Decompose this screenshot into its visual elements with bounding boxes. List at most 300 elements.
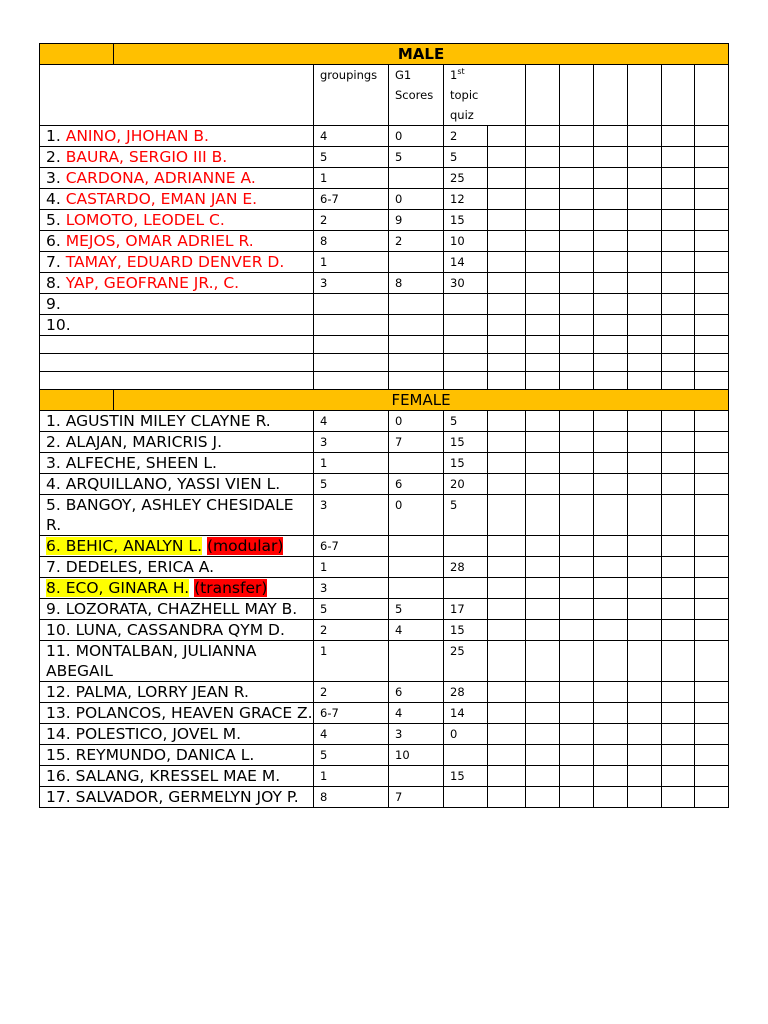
- g1-scores-header-label: G1 Scores: [395, 68, 434, 102]
- empty-cell: [695, 453, 729, 474]
- g1-score-cell: [389, 315, 444, 336]
- empty-cell: [662, 453, 695, 474]
- g1-score-cell: [389, 294, 444, 315]
- empty-cell: [695, 126, 729, 147]
- empty-cell: [40, 336, 314, 354]
- empty-cell: [560, 766, 594, 787]
- empty-cell: [526, 724, 560, 745]
- groupings-cell: 6-7: [314, 703, 389, 724]
- female-student-row: [40, 766, 729, 787]
- empty-cell: [526, 703, 560, 724]
- quiz-score-cell: 5: [444, 147, 488, 168]
- empty-cell: [695, 168, 729, 189]
- student-name: SALANG, KRESSEL MAE M.: [75, 767, 281, 785]
- empty-cell: [526, 578, 560, 599]
- groupings-cell: 4: [314, 126, 389, 147]
- empty-cell: [594, 273, 628, 294]
- quiz-score-cell: 5: [444, 411, 488, 432]
- empty-cell: [662, 432, 695, 453]
- quiz-score-cell: 2: [444, 126, 488, 147]
- empty-cell: [560, 231, 594, 252]
- empty-cell: [662, 724, 695, 745]
- empty-cell: [560, 294, 594, 315]
- quiz-score-cell: 28: [444, 557, 488, 578]
- groupings-cell: 5: [314, 147, 389, 168]
- empty-cell: [560, 411, 594, 432]
- empty-cell: [662, 766, 695, 787]
- student-name: ARQUILLANO, YASSI VIEN L.: [65, 475, 281, 493]
- empty-cell: [628, 703, 662, 724]
- student-name: LUNA, CASSANDRA QYM D.: [75, 621, 285, 639]
- empty-cell: [662, 599, 695, 620]
- empty-cell: [488, 745, 526, 766]
- empty-cell: [662, 126, 695, 147]
- empty-cell: [526, 147, 560, 168]
- empty-cell: [488, 703, 526, 724]
- empty-cell: [526, 620, 560, 641]
- g1-score-cell: [389, 557, 444, 578]
- female-student-row: [40, 641, 729, 682]
- quiz-score-cell: [444, 787, 488, 808]
- g1-score-cell: 0: [389, 189, 444, 210]
- quiz-score-cell: 10: [444, 231, 488, 252]
- male-student-row: [40, 126, 729, 147]
- empty-cell: [526, 766, 560, 787]
- student-number: 10.: [46, 316, 71, 334]
- quiz-score-cell: 14: [444, 252, 488, 273]
- quiz-score-cell: 30: [444, 273, 488, 294]
- g1-score-cell: 7: [389, 432, 444, 453]
- student-number: 14.: [46, 725, 71, 743]
- empty-cell: [695, 65, 729, 126]
- empty-cell: [662, 294, 695, 315]
- empty-cell: [695, 294, 729, 315]
- empty-cell: [662, 273, 695, 294]
- groupings-cell: 1: [314, 557, 389, 578]
- empty-cell: [560, 536, 594, 557]
- empty-cell: [628, 252, 662, 273]
- female-student-name-cell: [40, 474, 314, 495]
- g1-score-cell: 5: [389, 147, 444, 168]
- empty-cell: [594, 336, 628, 354]
- empty-cell: [526, 336, 560, 354]
- male-student-name-cell: [40, 231, 314, 252]
- empty-cell: [662, 252, 695, 273]
- empty-cell: [314, 372, 389, 390]
- male-header-blank-cell: [40, 44, 114, 65]
- empty-cell: [526, 599, 560, 620]
- female-student-name-cell: [40, 578, 314, 599]
- quiz-score-cell: 14: [444, 703, 488, 724]
- quiz-score-cell: 20: [444, 474, 488, 495]
- female-student-name-cell: [40, 682, 314, 703]
- female-student-row: [40, 474, 729, 495]
- student-number: 9.: [46, 295, 61, 313]
- female-student-row: [40, 557, 729, 578]
- empty-cell: [662, 372, 695, 390]
- male-student-row: [40, 210, 729, 231]
- empty-cell: [662, 231, 695, 252]
- g1-score-cell: [389, 641, 444, 682]
- student-name: DEDELES, ERICA A.: [65, 558, 215, 576]
- male-student-name-cell: [40, 147, 314, 168]
- female-student-row: [40, 453, 729, 474]
- g1-score-cell: 6: [389, 682, 444, 703]
- empty-cell: [488, 273, 526, 294]
- empty-cell: [662, 336, 695, 354]
- empty-cell: [594, 787, 628, 808]
- empty-cell: [488, 231, 526, 252]
- student-name: POLANCOS, HEAVEN GRACE Z.: [75, 704, 313, 722]
- groupings-cell: 3: [314, 432, 389, 453]
- empty-cell: [526, 641, 560, 682]
- empty-cell: [695, 411, 729, 432]
- groupings-cell: 6-7: [314, 189, 389, 210]
- groupings-header-label: groupings: [320, 68, 378, 82]
- empty-cell: [695, 557, 729, 578]
- empty-cell: [488, 336, 526, 354]
- empty-cell: [488, 474, 526, 495]
- empty-cell: [560, 641, 594, 682]
- student-name: TAMAY, EDUARD DENVER D.: [65, 253, 285, 271]
- groupings-cell: 5: [314, 474, 389, 495]
- empty-cell: [695, 252, 729, 273]
- empty-cell: [526, 354, 560, 372]
- student-number: 7.: [46, 558, 61, 576]
- empty-cell: [594, 126, 628, 147]
- empty-cell: [488, 724, 526, 745]
- g1-score-cell: [389, 453, 444, 474]
- empty-cell: [628, 745, 662, 766]
- empty-cell: [628, 354, 662, 372]
- empty-cell: [628, 766, 662, 787]
- student-name: CARDONA, ADRIANNE A.: [65, 169, 256, 187]
- grade-sheet-table: [39, 43, 729, 808]
- empty-cell: [594, 536, 628, 557]
- empty-cell: [560, 578, 594, 599]
- g1-score-cell: 0: [389, 411, 444, 432]
- empty-cell: [560, 252, 594, 273]
- empty-cell: [560, 724, 594, 745]
- empty-cell: [695, 372, 729, 390]
- empty-cell: [594, 578, 628, 599]
- empty-cell: [662, 147, 695, 168]
- student-name: MONTALBAN, JULIANNA ABEGAIL: [46, 642, 257, 680]
- empty-cell: [594, 294, 628, 315]
- student-number: 3.: [46, 169, 61, 187]
- empty-cell: [662, 65, 695, 126]
- empty-cell: [560, 432, 594, 453]
- empty-cell: [662, 578, 695, 599]
- empty-cell: [628, 557, 662, 578]
- student-number: 2.: [46, 433, 61, 451]
- g1-scores-column-header: [389, 65, 444, 126]
- empty-row: [40, 372, 729, 390]
- student-number: 3.: [46, 454, 61, 472]
- empty-cell: [488, 189, 526, 210]
- female-student-name-cell: [40, 641, 314, 682]
- empty-cell: [662, 682, 695, 703]
- empty-cell: [526, 65, 560, 126]
- student-number: 7.: [46, 253, 61, 271]
- empty-cell: [560, 189, 594, 210]
- female-student-row: [40, 787, 729, 808]
- g1-score-cell: 0: [389, 126, 444, 147]
- female-student-name-cell: [40, 432, 314, 453]
- empty-cell: [560, 147, 594, 168]
- male-section-title: MALE: [114, 44, 729, 65]
- empty-cell: [560, 273, 594, 294]
- empty-cell: [695, 495, 729, 536]
- empty-cell: [628, 126, 662, 147]
- column-header-row: [40, 65, 729, 126]
- empty-cell: [560, 599, 594, 620]
- student-name: ANINO, JHOHAN B.: [65, 127, 209, 145]
- empty-cell: [488, 252, 526, 273]
- male-student-name-cell: [40, 168, 314, 189]
- empty-cell: [526, 557, 560, 578]
- female-student-name-cell: [40, 536, 314, 557]
- empty-cell: [628, 432, 662, 453]
- empty-cell: [488, 620, 526, 641]
- g1-score-cell: [389, 536, 444, 557]
- empty-cell: [560, 210, 594, 231]
- groupings-cell: 3: [314, 273, 389, 294]
- empty-cell: [560, 336, 594, 354]
- student-number: 15.: [46, 746, 71, 764]
- g1-score-cell: 7: [389, 787, 444, 808]
- empty-cell: [526, 189, 560, 210]
- female-student-name-cell: [40, 724, 314, 745]
- empty-cell: [662, 703, 695, 724]
- empty-cell: [560, 315, 594, 336]
- empty-cell: [695, 745, 729, 766]
- groupings-cell: [314, 294, 389, 315]
- empty-cell: [695, 724, 729, 745]
- empty-cell: [526, 168, 560, 189]
- empty-cell: [628, 147, 662, 168]
- empty-cell: [628, 599, 662, 620]
- empty-cell: [488, 168, 526, 189]
- male-student-row: [40, 231, 729, 252]
- quiz-score-cell: 15: [444, 766, 488, 787]
- female-student-row: [40, 578, 729, 599]
- empty-cell: [628, 474, 662, 495]
- empty-cell: [695, 336, 729, 354]
- student-number: 5.: [46, 496, 61, 514]
- empty-cell: [594, 495, 628, 536]
- empty-cell: [594, 372, 628, 390]
- groupings-cell: 1: [314, 168, 389, 189]
- empty-cell: [526, 252, 560, 273]
- g1-score-cell: 4: [389, 620, 444, 641]
- student-name: REYMUNDO, DANICA L.: [75, 746, 255, 764]
- female-student-row: [40, 495, 729, 536]
- empty-cell: [594, 766, 628, 787]
- empty-cell: [488, 147, 526, 168]
- empty-cell: [488, 787, 526, 808]
- empty-cell: [526, 536, 560, 557]
- empty-cell: [444, 354, 488, 372]
- empty-cell: [695, 641, 729, 682]
- empty-cell: [526, 294, 560, 315]
- empty-cell: [695, 189, 729, 210]
- empty-cell: [628, 189, 662, 210]
- female-student-name-cell: [40, 495, 314, 536]
- empty-cell: [560, 557, 594, 578]
- empty-cell: [526, 432, 560, 453]
- empty-cell: [594, 599, 628, 620]
- male-student-row: [40, 252, 729, 273]
- g1-score-cell: 9: [389, 210, 444, 231]
- empty-cell: [695, 315, 729, 336]
- empty-cell: [695, 787, 729, 808]
- empty-cell: [662, 495, 695, 536]
- empty-cell: [594, 474, 628, 495]
- empty-cell: [594, 703, 628, 724]
- empty-cell: [662, 787, 695, 808]
- empty-cell: [526, 787, 560, 808]
- empty-cell: [488, 354, 526, 372]
- empty-cell: [662, 620, 695, 641]
- student-number: 9.: [46, 600, 61, 618]
- empty-cell: [695, 766, 729, 787]
- empty-cell: [560, 703, 594, 724]
- student-name: LOMOTO, LEODEL C.: [65, 211, 225, 229]
- empty-cell: [560, 453, 594, 474]
- empty-cell: [40, 354, 314, 372]
- female-student-row: [40, 745, 729, 766]
- g1-score-cell: 0: [389, 495, 444, 536]
- male-student-name-cell: [40, 126, 314, 147]
- empty-cell: [560, 168, 594, 189]
- male-student-name-cell: [40, 294, 314, 315]
- empty-cell: [628, 787, 662, 808]
- empty-cell: [560, 474, 594, 495]
- groupings-cell: 1: [314, 766, 389, 787]
- empty-cell: [594, 745, 628, 766]
- female-student-name-cell: [40, 703, 314, 724]
- male-student-row: [40, 273, 729, 294]
- empty-cell: [488, 682, 526, 703]
- empty-cell: [526, 126, 560, 147]
- student-number: 16.: [46, 767, 71, 785]
- student-name: BAURA, SERGIO III B.: [65, 148, 228, 166]
- empty-cell: [560, 495, 594, 536]
- quiz-score-cell: 0: [444, 724, 488, 745]
- student-number: 1.: [46, 127, 61, 145]
- empty-cell: [526, 273, 560, 294]
- empty-cell: [488, 411, 526, 432]
- empty-cell: [314, 336, 389, 354]
- empty-cell: [488, 766, 526, 787]
- empty-cell: [662, 536, 695, 557]
- g1-score-cell: [389, 168, 444, 189]
- quiz-score-cell: 17: [444, 599, 488, 620]
- empty-cell: [488, 536, 526, 557]
- quiz-score-cell: 28: [444, 682, 488, 703]
- g1-score-cell: 4: [389, 703, 444, 724]
- empty-cell: [695, 536, 729, 557]
- empty-cell: [628, 453, 662, 474]
- empty-cell: [444, 372, 488, 390]
- quiz-score-cell: 15: [444, 210, 488, 231]
- student-number: 8.: [46, 579, 61, 597]
- male-student-row: [40, 189, 729, 210]
- empty-cell: [628, 724, 662, 745]
- empty-cell: [594, 557, 628, 578]
- empty-cell: [488, 210, 526, 231]
- quiz-score-cell: [444, 745, 488, 766]
- empty-cell: [560, 126, 594, 147]
- female-student-name-cell: [40, 787, 314, 808]
- student-number: 4.: [46, 190, 61, 208]
- groupings-cell: 2: [314, 620, 389, 641]
- empty-cell: [526, 474, 560, 495]
- empty-cell: [594, 411, 628, 432]
- groupings-cell: 1: [314, 641, 389, 682]
- male-student-name-cell: [40, 210, 314, 231]
- student-number: 17.: [46, 788, 71, 806]
- quiz-score-cell: [444, 315, 488, 336]
- g1-score-cell: 6: [389, 474, 444, 495]
- empty-cell: [628, 411, 662, 432]
- student-name: CASTARDO, EMAN JAN E.: [65, 190, 258, 208]
- groupings-cell: 4: [314, 411, 389, 432]
- empty-row: [40, 354, 729, 372]
- empty-cell: [628, 210, 662, 231]
- female-student-row: [40, 411, 729, 432]
- groupings-cell: [314, 315, 389, 336]
- student-number: 2.: [46, 148, 61, 166]
- empty-cell: [488, 453, 526, 474]
- empty-cell: [40, 372, 314, 390]
- student-name: BEHIC, ANALYN L.: [65, 537, 202, 555]
- groupings-cell: 6-7: [314, 536, 389, 557]
- student-name: MEJOS, OMAR ADRIEL R.: [65, 232, 254, 250]
- empty-cell: [488, 557, 526, 578]
- female-student-name-cell: [40, 620, 314, 641]
- quiz-score-cell: [444, 578, 488, 599]
- empty-cell: [628, 294, 662, 315]
- female-student-name-cell: [40, 599, 314, 620]
- empty-cell: [560, 745, 594, 766]
- empty-cell: [526, 453, 560, 474]
- empty-cell: [594, 682, 628, 703]
- g1-score-cell: 8: [389, 273, 444, 294]
- student-number: 5.: [46, 211, 61, 229]
- female-student-name-cell: [40, 557, 314, 578]
- student-name: ALAJAN, MARICRIS J.: [65, 433, 223, 451]
- female-header-row: [40, 390, 729, 411]
- empty-cell: [389, 336, 444, 354]
- status-tag: (transfer): [194, 579, 268, 597]
- empty-cell: [594, 315, 628, 336]
- groupings-cell: 1: [314, 252, 389, 273]
- empty-cell: [628, 682, 662, 703]
- g1-score-cell: 2: [389, 231, 444, 252]
- female-student-row: [40, 432, 729, 453]
- empty-cell: [628, 372, 662, 390]
- student-name: YAP, GEOFRANE JR., C.: [65, 274, 240, 292]
- groupings-cell: 1: [314, 453, 389, 474]
- empty-cell: [594, 641, 628, 682]
- empty-cell: [560, 65, 594, 126]
- empty-cell: [662, 189, 695, 210]
- quiz-score-cell: 15: [444, 620, 488, 641]
- quiz-score-cell: 25: [444, 168, 488, 189]
- g1-score-cell: [389, 252, 444, 273]
